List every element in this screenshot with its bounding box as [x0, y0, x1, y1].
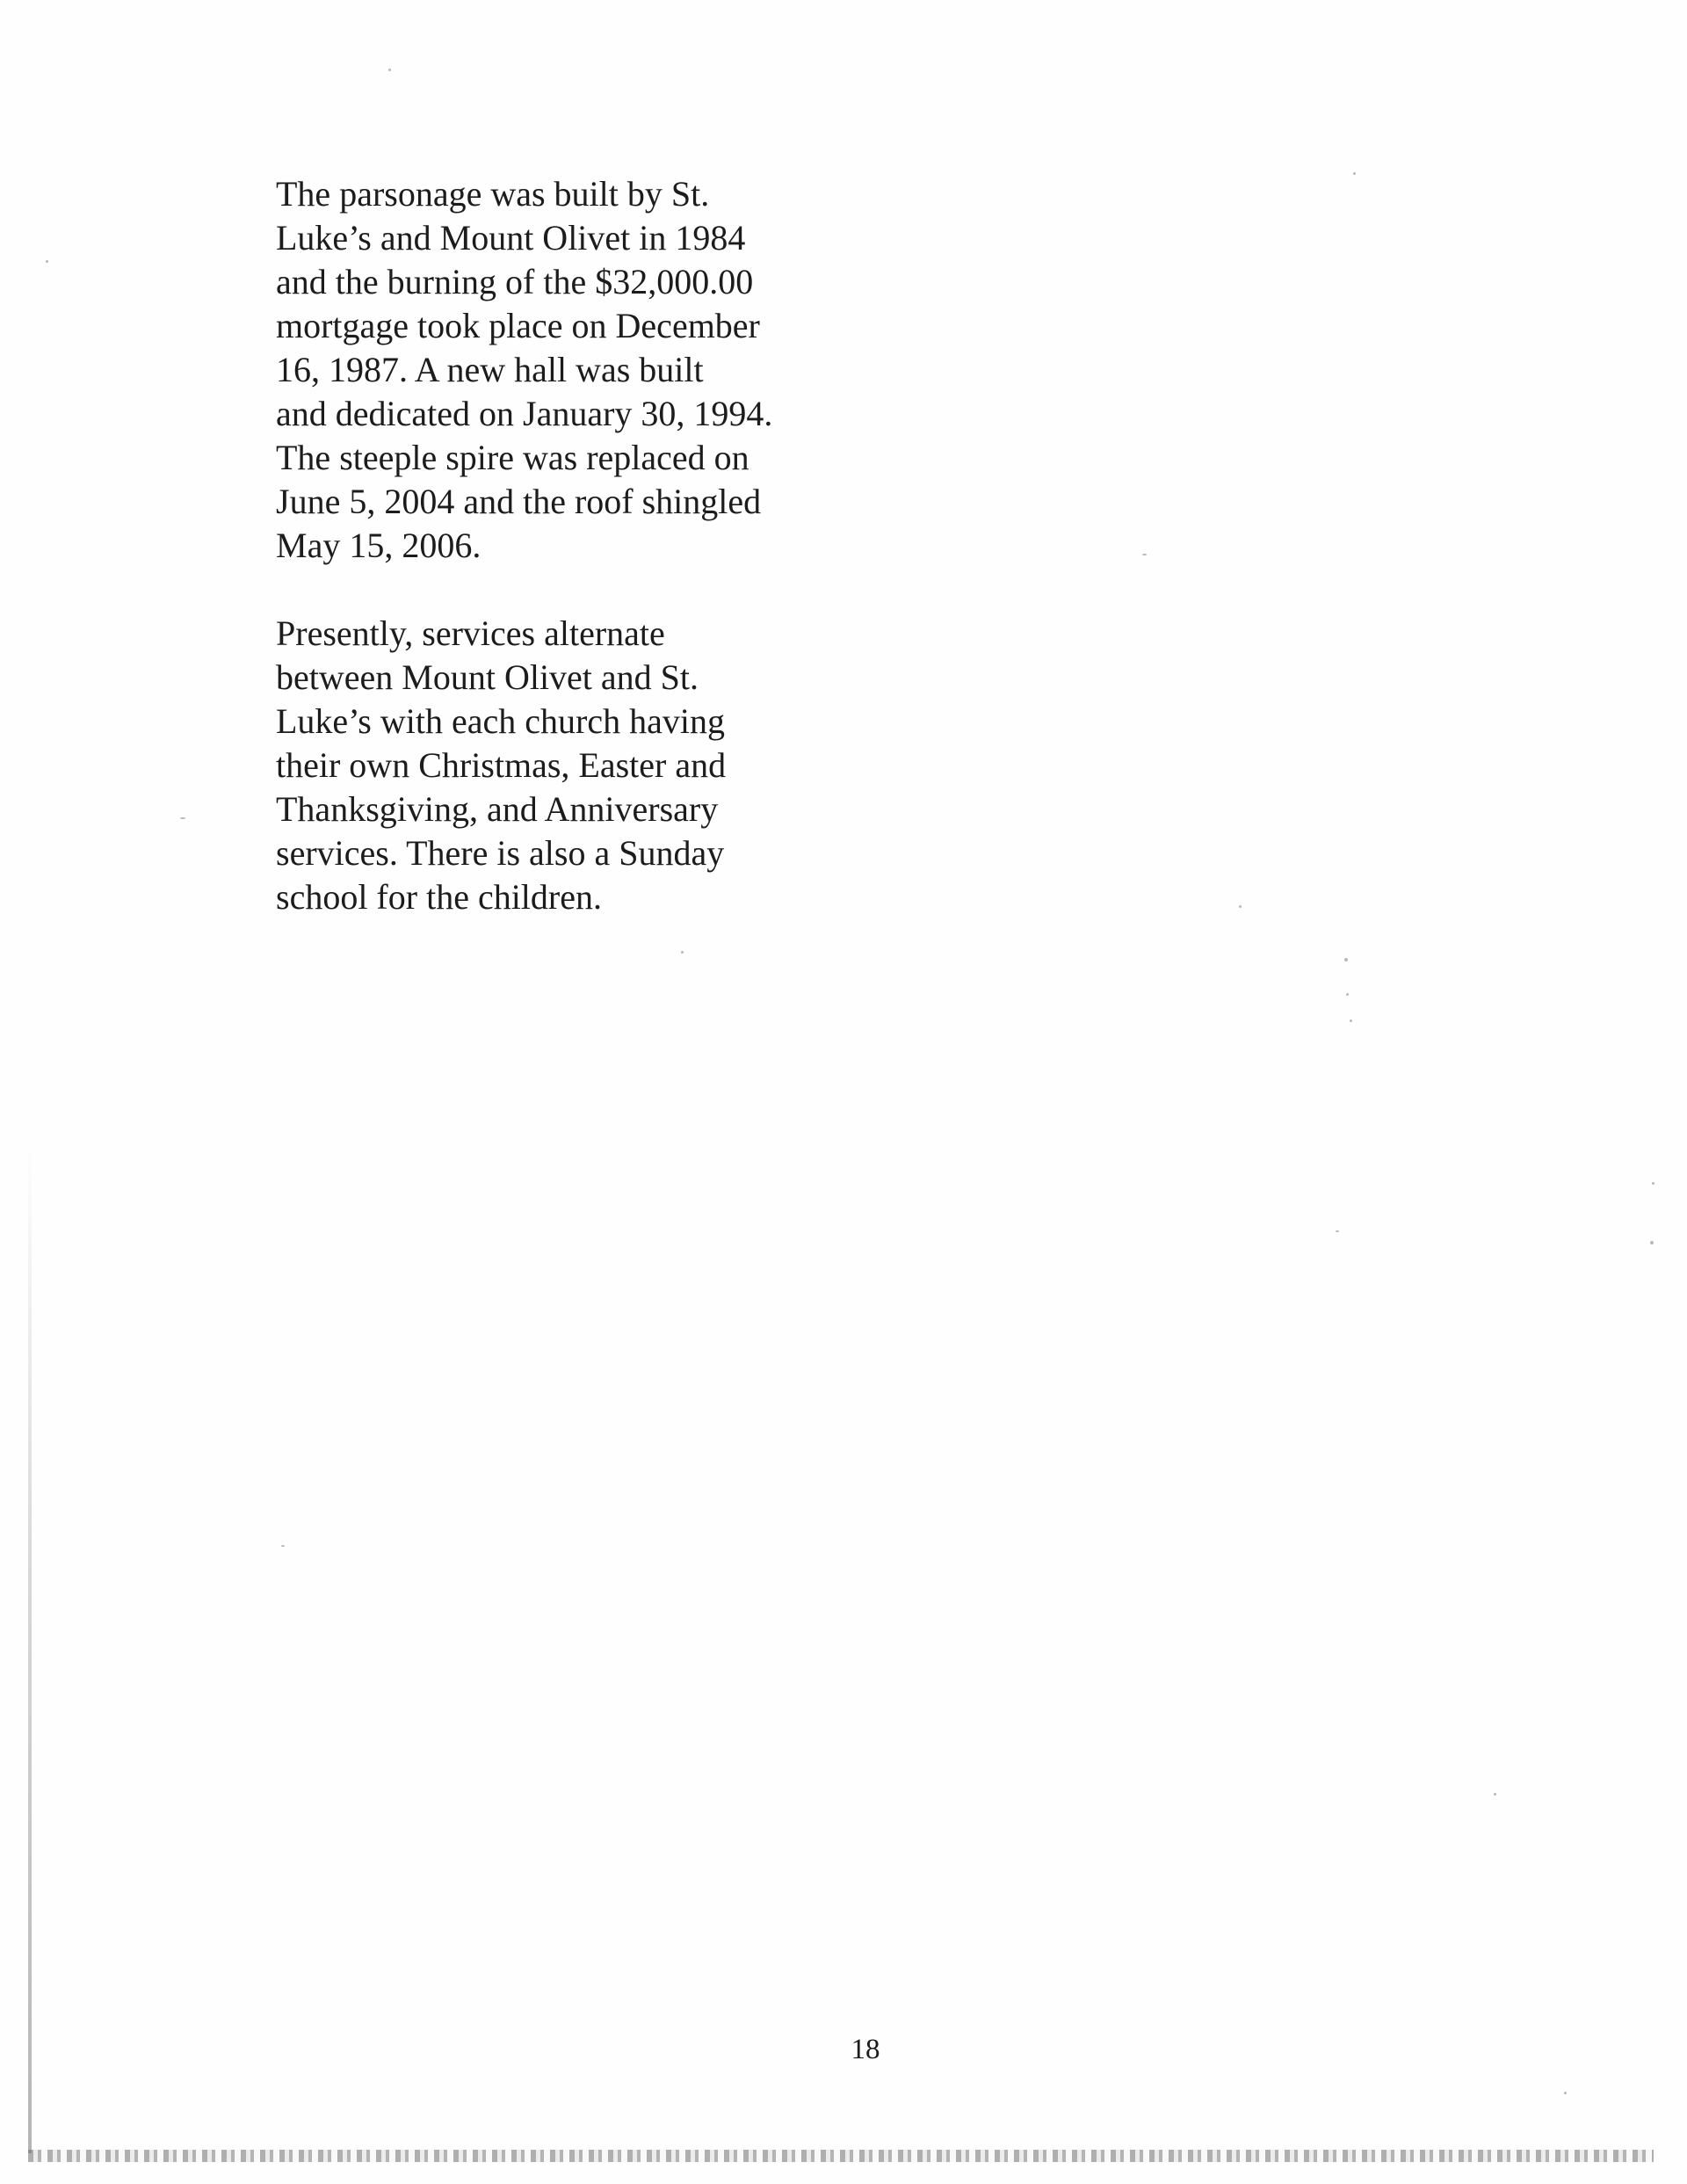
scan-speck — [681, 951, 684, 954]
scan-speck — [180, 817, 185, 819]
scan-speck — [1346, 993, 1349, 996]
text-line: June 5, 2004 and the roof shingled — [276, 482, 762, 521]
text-line: school for the children. — [276, 877, 602, 917]
page-number: 18 — [851, 2034, 880, 2065]
text-line: The steeple spire was replaced on — [276, 438, 749, 477]
scan-speck — [1650, 1241, 1654, 1244]
text-line: and the burning of the $32,000.00 — [276, 262, 754, 301]
scan-speck — [1336, 1230, 1339, 1232]
paragraph-parsonage-history — [276, 172, 891, 568]
scan-speck — [1142, 554, 1147, 555]
text-line: and dedicated on January 30, 1994. — [276, 394, 773, 433]
scan-edge-left — [28, 1143, 32, 2153]
scan-speck — [1344, 958, 1348, 961]
scan-speck — [1494, 1793, 1496, 1796]
text-line: Luke’s with each church having — [276, 701, 725, 741]
text-line: 16, 1987. A new hall was built — [276, 350, 704, 389]
text-line: mortgage took place on December — [276, 306, 760, 345]
scan-speck — [1564, 2092, 1567, 2094]
text-line: their own Christmas, Easter and — [276, 745, 727, 785]
scan-speck — [46, 260, 48, 263]
text-line: Thanksgiving, and Anniversary — [276, 789, 719, 829]
text-line: Presently, services alternate — [276, 613, 665, 653]
scan-speck — [1652, 1182, 1654, 1185]
text-line: The parsonage was built by St. — [276, 174, 710, 214]
text-line: Luke’s and Mount Olivet in 1984 — [276, 218, 746, 258]
text-line: services. There is also a Sunday — [276, 833, 725, 873]
scan-speck — [1353, 172, 1356, 175]
scan-speck — [1350, 1019, 1352, 1022]
paragraph-services — [276, 612, 891, 919]
text-line: May 15, 2006. — [276, 526, 481, 565]
scan-speck — [281, 1545, 285, 1547]
scan-speck — [388, 69, 391, 71]
body-text — [276, 172, 891, 919]
text-line: between Mount Olivet and St. — [276, 657, 699, 697]
scan-edge-bottom — [28, 2150, 1654, 2162]
scan-speck — [1239, 905, 1242, 908]
